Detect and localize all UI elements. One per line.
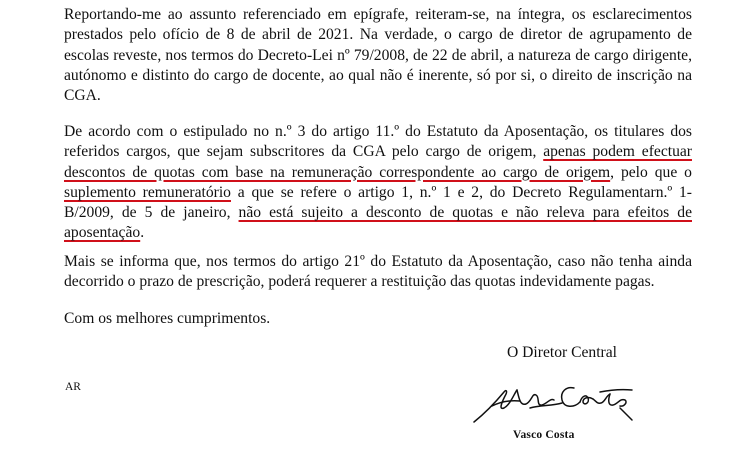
signoff-title: O Diretor Central: [507, 344, 617, 361]
paragraph-article-21: Mais se informa que, nos termos do artigo 21º do Estatuto da Aposentação, caso não tenha ainda decorrido o prazo de prescrição, poderá requerer a restituição das quotas indevidamente pagas.: [64, 253, 692, 291]
p2-text-1: De acordo com o estipulado no n.º 3 do artigo 11.º do Estatuto da Aposentação, os titulares dos referidos cargos, que sejam subscritores da CGA pelo cargo de origem,: [64, 123, 692, 161]
p2-text-4: .: [140, 224, 145, 242]
paragraph-reference: Reportando-me ao assunto referenciado em epígrafe, reiteram-se, na íntegra, os esclarecimentos prestados pelo ofício de 8 de abril de 2021. Na verdade, o cargo de diretor de agrupamento de escolas reveste, nos termos do Decreto-Lei nº 79/2008, de 22 de abril, a natureza de cargo dirigente, autónomo e distinto do cargo de docente, ao qual não é inerente, só por si, o direito de inscrição na CGA.: [64, 6, 692, 105]
highlight-suplemento: suplemento remuneratório: [64, 183, 231, 201]
highlight-quota-descontos: apenas podem efectuar descontos de quotas com base na remuneração correspondente ao cargo de origem: [64, 143, 692, 181]
highlight-nao-sujeito: não está sujeito a desconto de quotas e não releva para efeitos de aposentação: [64, 204, 692, 242]
paragraph-article-11: [64, 122, 692, 244]
signatory-name: Vasco Costa: [513, 429, 575, 441]
p2-text-2: , pelo que o: [610, 163, 692, 181]
p2-text-3: a que se refere o artigo 1, n.º 1 e 2, do Decreto Regulamentarn.º 1-B/2009, de 5 de janeiro,: [64, 183, 692, 222]
closing-line: Com os melhores cumprimentos.: [64, 310, 271, 327]
handwritten-signature: [470, 378, 635, 430]
author-initials: AR: [65, 381, 81, 393]
